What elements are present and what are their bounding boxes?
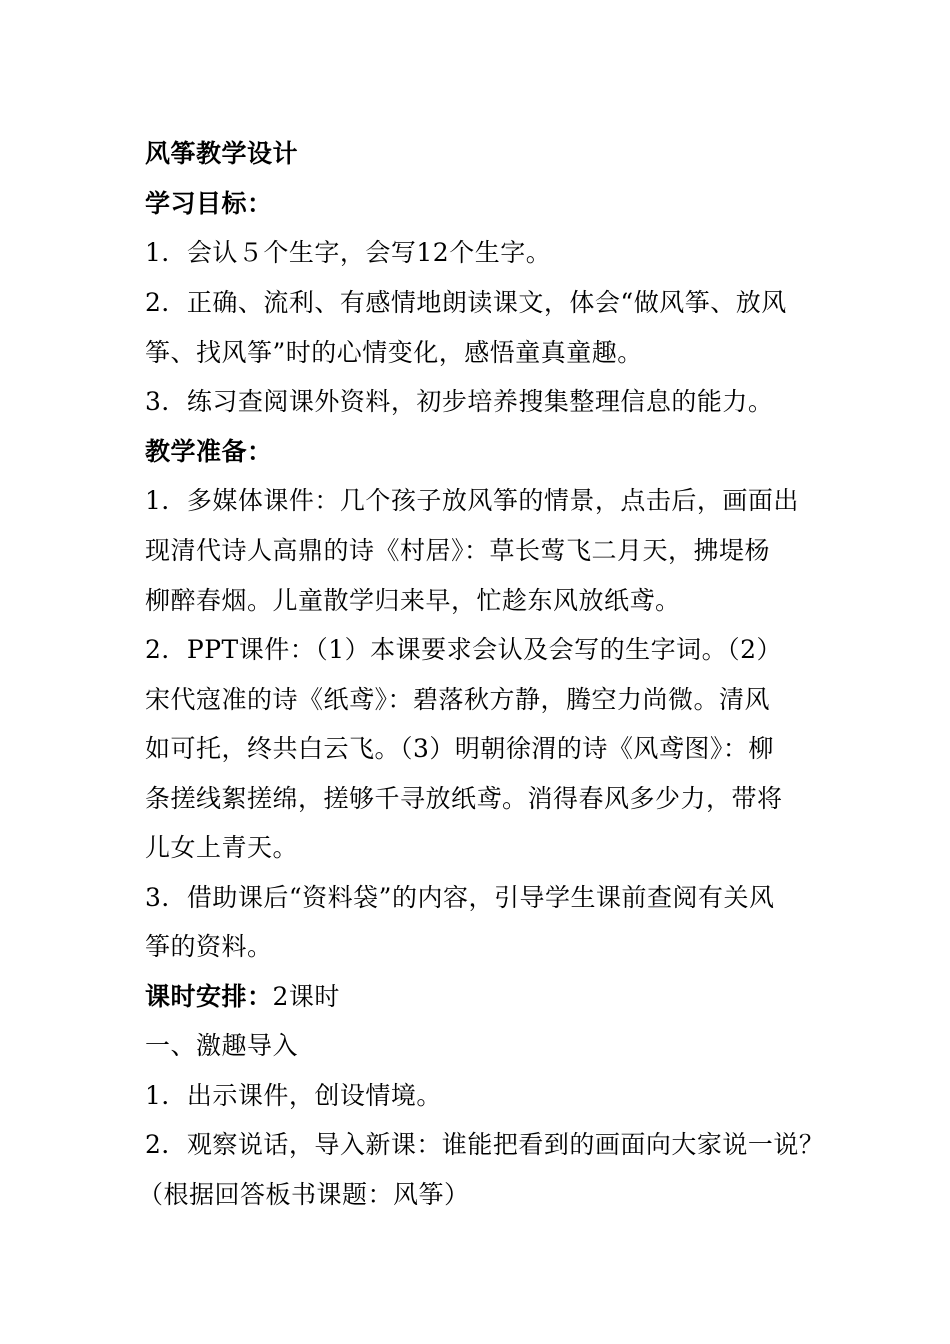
prep-line: 现清代诗人高鼎的诗《村居》：草长莺飞二月天，拂堤杨 <box>145 536 771 565</box>
schedule-value: 2课时 <box>272 982 340 1011</box>
schedule-heading: 课时安排： <box>145 982 273 1011</box>
goal-line: 3．练习查阅课外资料，初步培养搜集整理信息的能力。 <box>145 387 774 416</box>
prep-line: 如可托，终共白云飞。（3）明朝徐渭的诗《风鸢图》：柳 <box>145 734 774 763</box>
prep-heading: 教学准备： <box>145 437 273 466</box>
prep-line: 筝的资料。 <box>145 932 273 961</box>
schedule-line <box>145 982 825 1012</box>
prep-line: 2．PPT课件：（1）本课要求会认及会写的生字词。（2） <box>145 635 783 664</box>
prep-line: 儿女上青天。 <box>145 833 299 862</box>
section1-heading: 一、激趣导入 <box>145 1031 299 1060</box>
prep-line: 柳醉春烟。儿童散学归来早，忙趁东风放纸鸢。 <box>145 586 681 615</box>
goal-line: 1．会认５个生字，会写12个生字。 <box>145 238 552 267</box>
prep-line: 3．借助课后“资料袋”的内容，引导学生课前查阅有关风 <box>145 883 775 912</box>
goals-heading: 学习目标： <box>145 189 273 218</box>
prep-line: 1．多媒体课件：几个孩子放风筝的情景，点击后，画面出 <box>145 486 799 515</box>
document-title: 风筝教学设计 <box>145 139 299 168</box>
section1-line: 1．出示课件，创设情境。 <box>145 1081 442 1110</box>
goal-line: 筝、找风筝”时的心情变化，感悟童真童趣。 <box>145 338 643 367</box>
prep-line: 条搓线絮搓绵，搓够千寻放纸鸢。消得春风多少力，带将 <box>145 784 783 813</box>
section1-line: （根据回答板书课题：风筝） <box>138 1180 470 1209</box>
prep-line: 宋代寇准的诗《纸鸢》：碧落秋方静，腾空力尚微。清风 <box>145 685 771 714</box>
goal-line: 2．正确、流利、有感情地朗读课文，体会“做风筝、放风 <box>145 288 787 317</box>
section1-line: 2．观察说话，导入新课：谁能把看到的画面向大家说一说？ <box>145 1130 825 1159</box>
